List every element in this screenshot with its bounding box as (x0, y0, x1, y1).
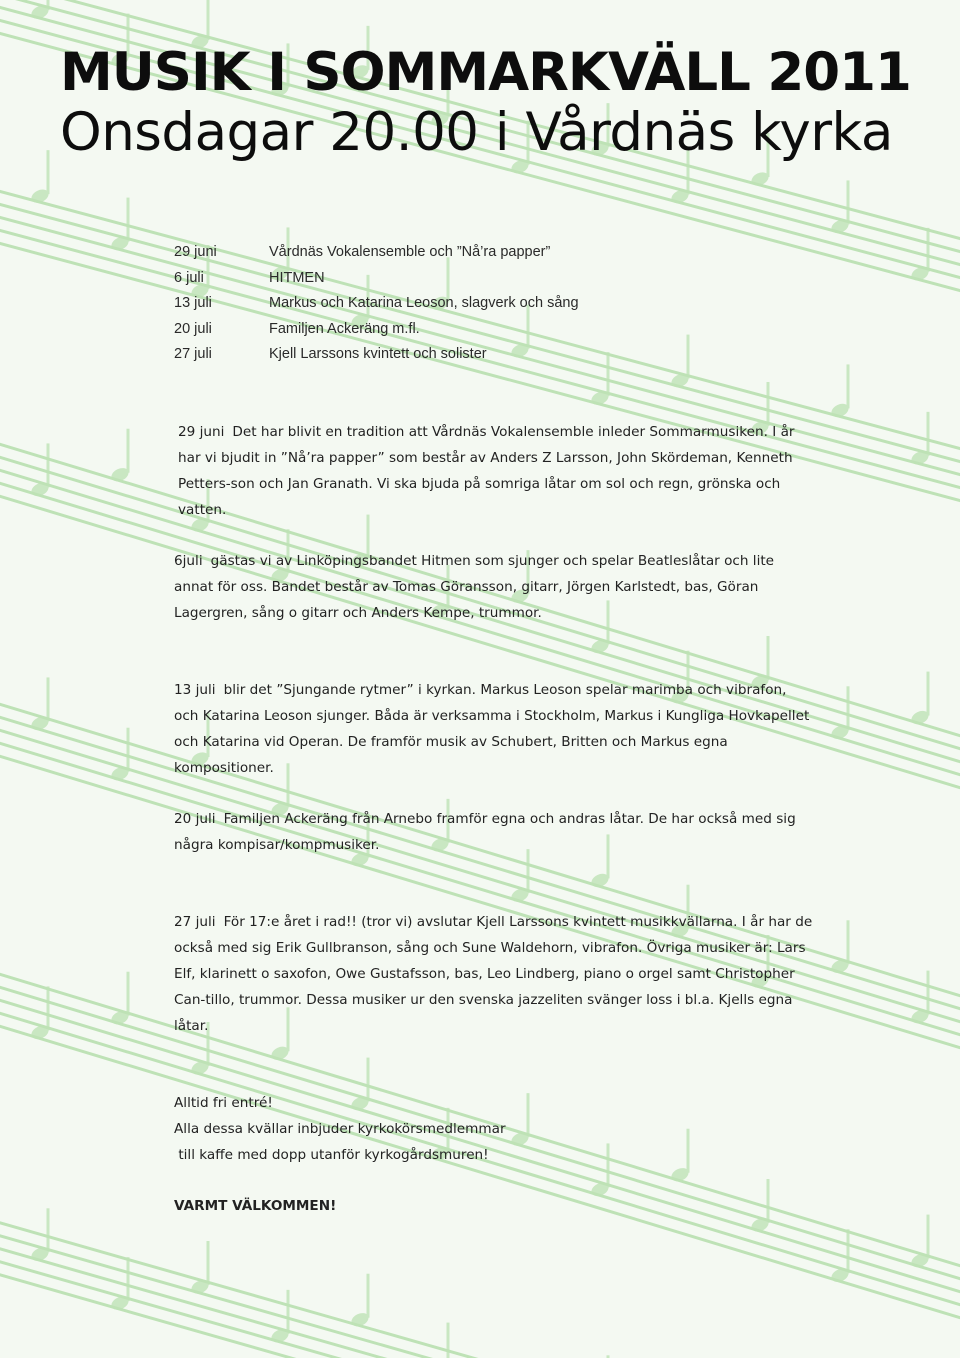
closing-welcome: VARMT VÄLKOMMEN! (174, 1198, 337, 1214)
description-6-juli (174, 548, 814, 626)
schedule-act: Markus och Katarina Leoson, slagverk och sång (269, 295, 579, 312)
description-text: Det har blivit en tradition att Vårdnäs Vokalensemble inleder Sommarmusiken. I år har vi bjudit in ”Nå’ra papper” som består av Anders Z Larsson, John Skördeman, Kenneth Petters-son och Jan Granath. Vi ska bjuda på somriga låtar om sol och regn, grönska och vatten. (178, 424, 795, 518)
schedule-row (174, 240, 579, 266)
schedule-date: 6 juli (174, 269, 204, 286)
schedule-act: Familjen Ackeräng m.fl. (269, 320, 420, 337)
footer-info (174, 1090, 506, 1168)
description-20-juli (174, 806, 814, 858)
schedule-date: 29 juni (174, 244, 217, 260)
description-date: 29 juni (178, 424, 225, 440)
description-27-juli (174, 909, 814, 1039)
description-date: 20 juli (174, 811, 216, 827)
poster-subtitle: Onsdagar 20.00 i Vårdnäs kyrka (60, 102, 893, 163)
poster-title: MUSIK I SOMMARKVÄLL 2011 (60, 42, 911, 103)
schedule-act: HITMEN (269, 269, 325, 286)
schedule-row (174, 291, 579, 317)
free-entry-note: Alltid fri entré! (174, 1095, 273, 1111)
description-29-juni (174, 419, 814, 523)
description-text: Familjen Ackeräng från Arnebo framför egna och andras låtar. De har också med sig några kompisar/kompmusiker. (174, 811, 796, 853)
description-date: 27 juli (174, 914, 216, 930)
description-text: För 17:e året i rad!! (tror vi) avslutar Kjell Larssons kvintett musikkvällarna. I år har de också med sig Erik Gullbranson, sång och Sune Waldehorn, vibrafon. Övriga musiker är: Lars Elf, klarinett o saxofon, Owe Gustafsson, bas, Leo Lindberg, piano o orgel samt Christopher Can-tillo, trummor. Dessa musiker ur den svenska jazzeliten svänger loss i bl.a. Kjells egna låtar. (174, 914, 813, 1034)
schedule-row (174, 317, 579, 343)
description-text: blir det ”Sjungande rytmer” i kyrkan. Markus Leoson spelar marimba och vibrafon, och Katarina Leoson sjunger. Båda är verksamma i Stockholm, Markus i Kungliga Hovkapellet och Katarina vid Operan. De framför musik av Schubert, Britten och Markus egna kompositioner. (174, 682, 810, 776)
schedule-act: Vårdnäs Vokalensemble och ”Nå’ra papper” (269, 244, 551, 260)
schedule-row (174, 266, 579, 292)
description-text: gästas vi av Linköpingsbandet Hitmen som sjunger och spelar Beatleslåtar och lite annat för oss. Bandet består av Tomas Göransson, gitarr, Jörgen Karlstedt, bas, Göran Lagergren, sång o gitarr och Anders Kempe, trummor. (174, 553, 775, 621)
schedule-act: Kjell Larssons kvintett och solister (269, 346, 487, 363)
coffee-invite-line2: till kaffe med dopp utanför kyrkogårdsmuren! (174, 1147, 489, 1163)
schedule-list (174, 240, 579, 368)
schedule-date: 27 juli (174, 346, 212, 363)
schedule-date: 13 juli (174, 295, 212, 312)
description-date: 13 juli (174, 682, 216, 698)
description-date: 6juli (174, 553, 203, 569)
schedule-date: 20 juli (174, 320, 212, 337)
coffee-invite-line1: Alla dessa kvällar inbjuder kyrkokörsmedlemmar (174, 1121, 506, 1137)
schedule-row (174, 342, 579, 368)
description-13-juli (174, 677, 814, 781)
